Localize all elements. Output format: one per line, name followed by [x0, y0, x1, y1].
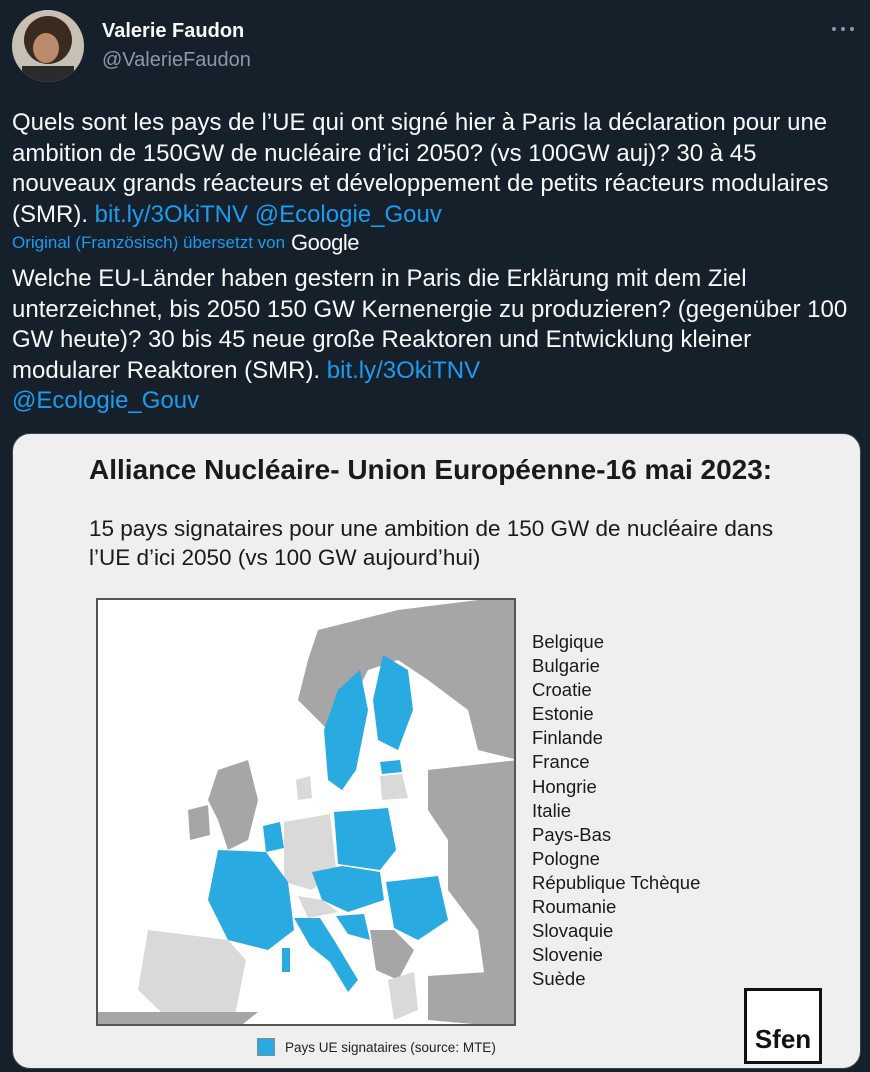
translation-label: Original (Französisch) übersetzt von	[12, 233, 286, 252]
europe-map	[96, 598, 516, 1026]
author-name[interactable]: Valerie Faudon	[102, 20, 245, 42]
country-item: Slovaquie	[532, 920, 614, 942]
more-horizontal-icon[interactable]	[828, 22, 858, 36]
country-item: Belgique	[532, 631, 605, 652]
tweet-body-fr: Quels sont les pays de l’UE qui ont signé hier à Paris la déclaration pour une ambition de 150GW de nucléaire d’ici 2050? (vs 100GW auj)? 30 à 45 nouveaux grands réacteurs et développement de petits réacteurs modulaires (SMR).	[12, 109, 829, 228]
tweet-text-translated	[12, 264, 858, 417]
translation-note[interactable]	[12, 230, 359, 256]
country-item: Slovenie	[532, 944, 603, 966]
image-subtitle: 15 pays signataires pour une ambition de 150 GW de nucléaire dans l’UE d’ici 2050 (vs 100 GW aujourd’hui)	[89, 516, 774, 570]
tweet-header	[12, 10, 858, 84]
sfen-logo	[744, 988, 822, 1064]
country-item: Croatie	[532, 679, 592, 701]
avatar[interactable]	[12, 10, 84, 82]
country-item: France	[532, 751, 590, 773]
country-item: Roumanie	[532, 896, 617, 918]
sfen-logo-text: Sfen	[754, 1024, 812, 1054]
country-item: Finlande	[532, 727, 603, 749]
author-info[interactable]	[102, 20, 251, 72]
country-list	[532, 630, 700, 991]
country-item: Pologne	[532, 847, 600, 869]
tweet-text-original	[12, 108, 858, 230]
google-logo: Google	[291, 230, 359, 255]
tweet-mention[interactable]: @Ecologie_Gouv	[254, 200, 442, 228]
country-item: Hongrie	[532, 775, 597, 797]
tweet-body-de: Welche EU-Länder haben gestern in Paris die Erklärung mit dem Ziel unterzeichnet, bis 2050 150 GW Kernenergie zu produzieren? (gegenüber 100 GW heute)? 30 bis 45 neue große Reaktoren und Entwicklung kleiner modularer Reaktoren (SMR).	[12, 265, 848, 384]
tweet-mention-translated[interactable]: @Ecologie_Gouv	[12, 387, 200, 414]
country-item: Italie	[532, 799, 572, 821]
country-item: Estonie	[532, 703, 594, 725]
tweet-link[interactable]: bit.ly/3OkiTNV	[94, 200, 249, 228]
image-title: Alliance Nucléaire- Union Européenne-16 mai 2023:	[89, 454, 773, 485]
legend-label: Pays UE signataires (source: MTE)	[285, 1039, 496, 1055]
map-legend	[257, 1038, 496, 1056]
author-handle[interactable]: @ValerieFaudon	[102, 49, 251, 71]
legend-swatch	[257, 1038, 275, 1056]
country-item: République Tchèque	[532, 871, 701, 893]
tweet-link-translated[interactable]: bit.ly/3OkiTNV	[326, 356, 481, 384]
country-item: Pays-Bas	[532, 823, 612, 845]
country-item: Suède	[532, 968, 586, 990]
tweet-image[interactable]	[12, 433, 861, 1069]
country-item: Bulgarie	[532, 655, 600, 677]
